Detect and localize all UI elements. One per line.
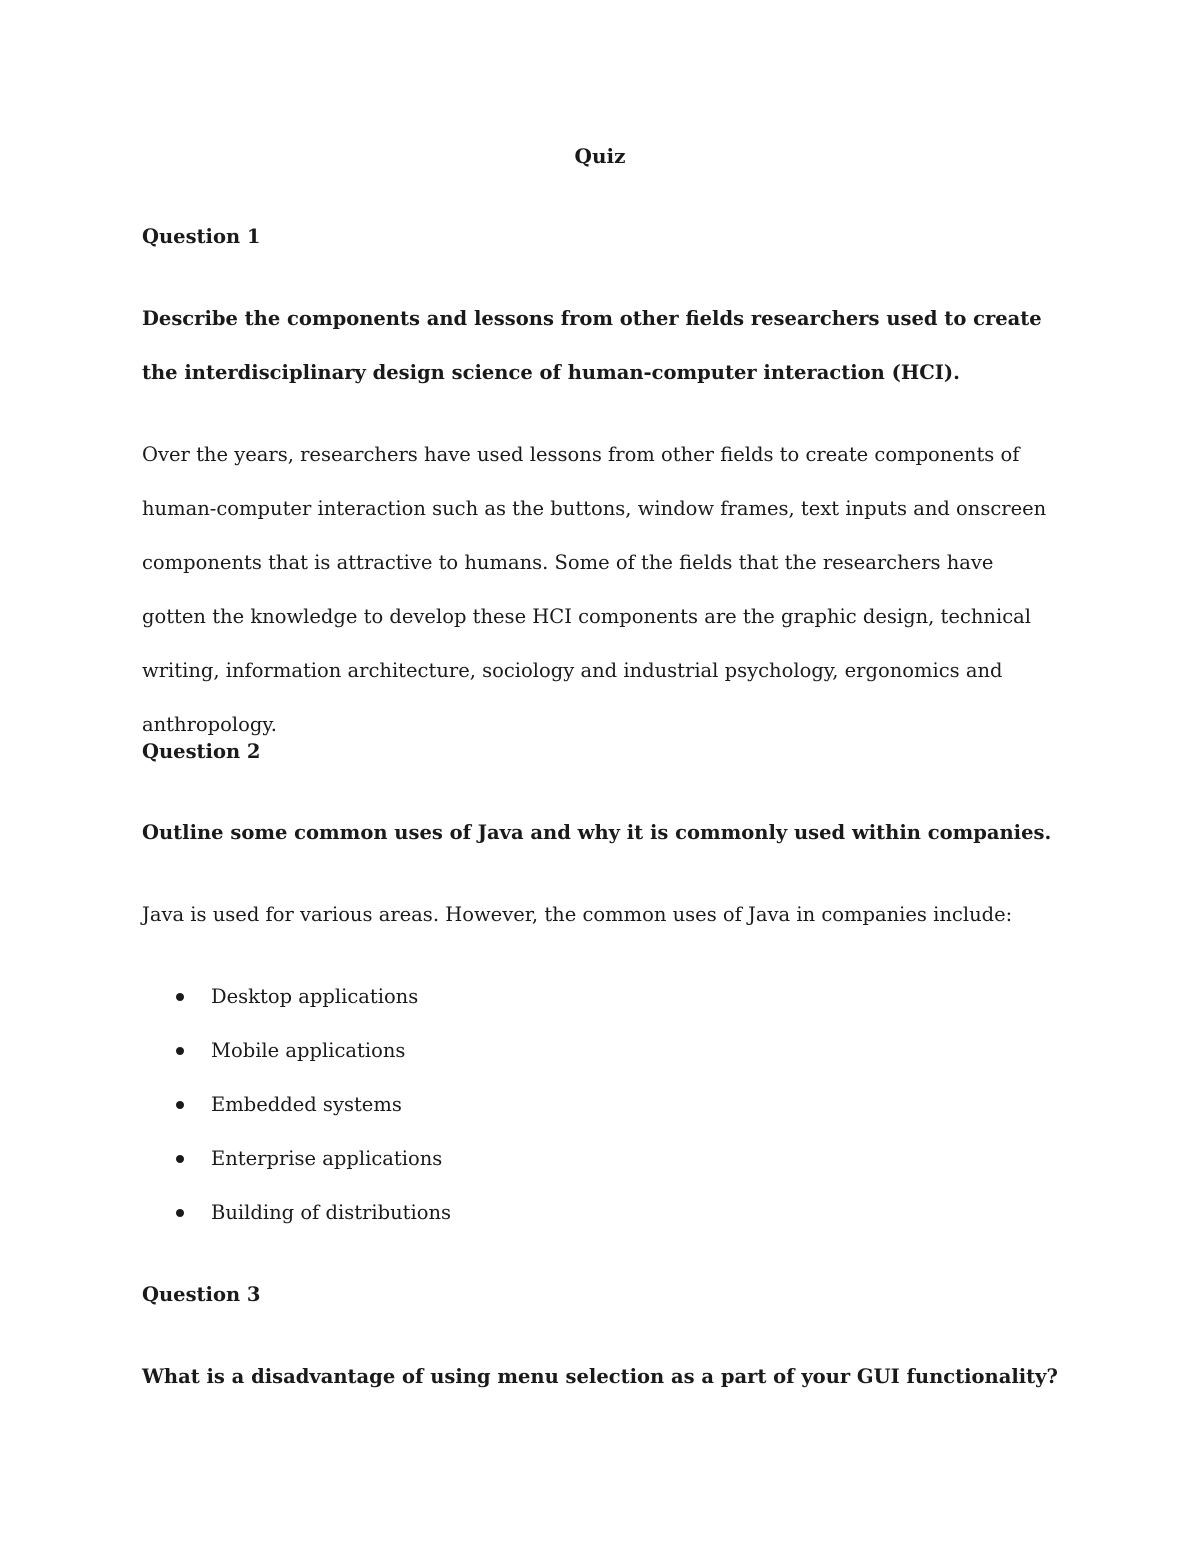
question-3-prompt: What is a disadvantage of using menu selection as a part of your GUI functionality?	[142, 1365, 1058, 1388]
list-item	[142, 970, 1062, 1024]
list-item	[142, 1132, 1062, 1186]
list-item	[142, 1078, 1062, 1132]
bullet-icon	[176, 993, 184, 1001]
bullet-icon	[176, 1047, 184, 1055]
question-2-label: Question 2	[142, 740, 261, 763]
question-1-answer: Over the years, researchers have used lessons from other fields to create components of human-computer interaction such as the buttons, window frames, text inputs and onscreen components that is attractive to humans. Some of the fields that the researchers have gotten the knowledge to develop these HCI components are the graphic design, technical writing, information architecture, sociology and industrial psychology, ergonomics and anthropology.	[142, 443, 1047, 736]
bullet-icon	[176, 1155, 184, 1163]
list-item	[142, 1186, 1062, 1240]
list-item-text: Building of distributions	[211, 1201, 452, 1224]
question-2-answer: Java is used for various areas. However, the common uses of Java in companies include:	[142, 903, 1013, 926]
question-2-list	[142, 970, 1062, 1240]
question-1-prompt: Describe the components and lessons from other fields researchers used to create the interdisciplinary design science of human-computer interaction (HCI).	[142, 307, 1042, 384]
bullet-icon	[176, 1101, 184, 1109]
list-item-text: Embedded systems	[211, 1093, 402, 1116]
bullet-icon	[176, 1209, 184, 1217]
list-item-text: Desktop applications	[211, 985, 419, 1008]
document-title: Quiz	[574, 144, 626, 168]
list-item-text: Mobile applications	[211, 1039, 406, 1062]
question-3-label: Question 3	[142, 1283, 261, 1306]
question-2-prompt: Outline some common uses of Java and why it is commonly used within companies.	[142, 821, 1052, 844]
list-item-text: Enterprise applications	[211, 1147, 443, 1170]
list-item	[142, 1024, 1062, 1078]
question-1-label: Question 1	[142, 225, 261, 248]
